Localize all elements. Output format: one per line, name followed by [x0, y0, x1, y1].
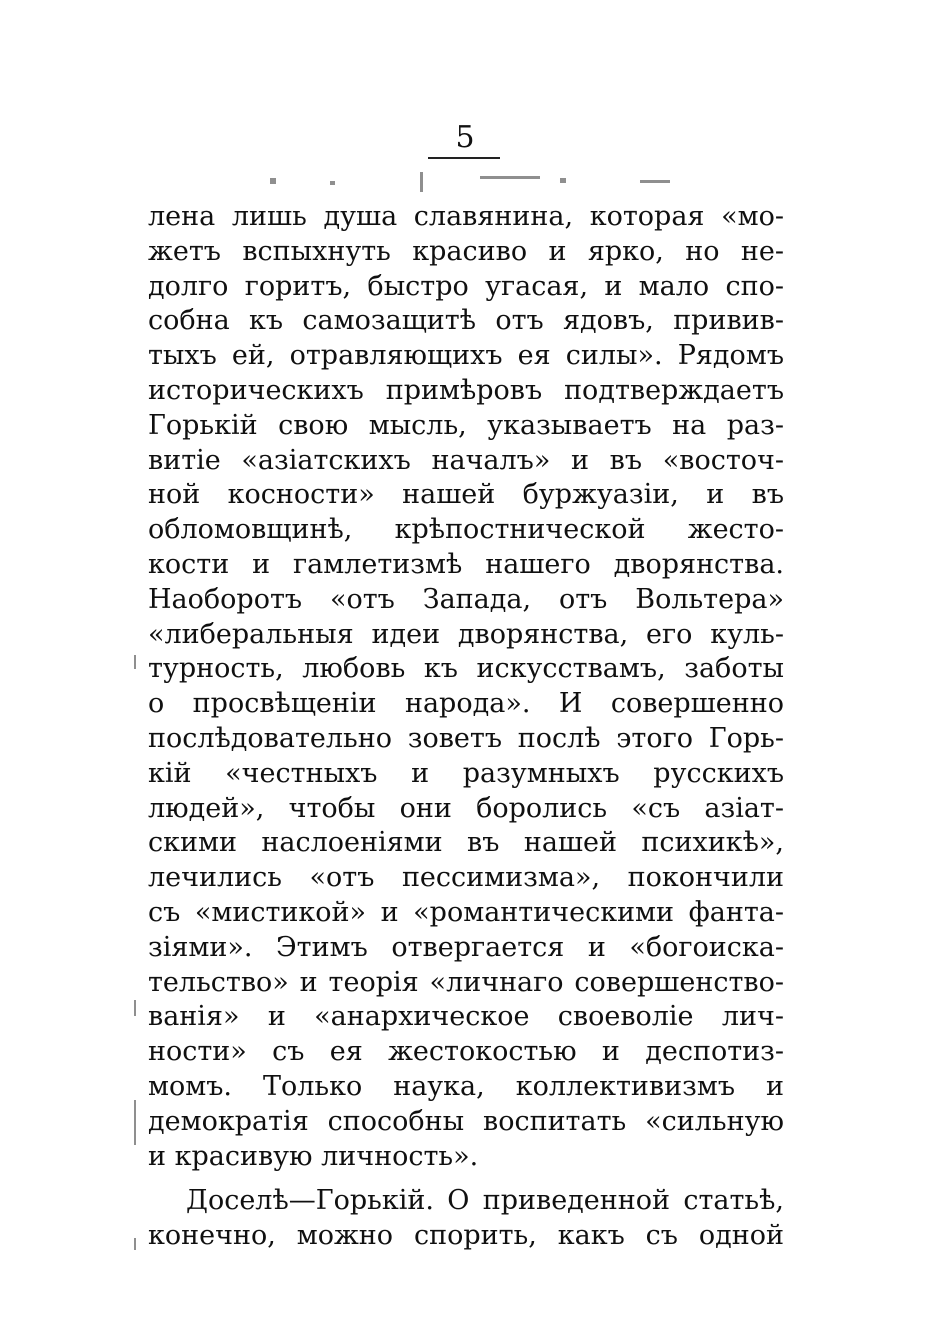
text-line: послѣдовательно зоветъ послѣ этого Горь- [148, 722, 784, 754]
text-line: лечились «отъ пессимизма», покончили [148, 862, 784, 894]
text-line: турность, любовь къ искусствамъ, заботы [148, 653, 784, 685]
text-line: Наоборотъ «отъ Запада, отъ Вольтера» [148, 583, 784, 615]
text-line: кости и гамлетизмѣ нашего дворянства. [148, 548, 784, 580]
text-line: ванія» и «анархическое своеволіе лич- [148, 1001, 784, 1033]
text-line: Доселѣ—Горькій. О приведенной статьѣ, [186, 1185, 784, 1217]
text-line: кій «честныхъ и разумныхъ русскихъ [148, 757, 784, 789]
text-line: съ «мистикой» и «романтическими фанта- [148, 896, 784, 928]
scan-noise [420, 172, 423, 192]
text-line: «либеральныя идеи дворянства, его куль- [148, 618, 784, 650]
scan-noise [640, 180, 670, 183]
text-line: собна къ самозащитѣ отъ ядовъ, привив- [148, 305, 784, 337]
text-line: тельство» и теорія «личнаго совершенство- [148, 966, 784, 998]
scan-noise [134, 1100, 136, 1145]
text-line: людей», чтобы они боролись «съ азіат- [148, 792, 784, 824]
main-text [148, 200, 784, 1254]
text-line: тыхъ ей, отравляющихъ ея силы». Рядомъ [148, 340, 784, 372]
scan-noise [330, 181, 335, 185]
page-number-rule [428, 157, 500, 159]
scan-noise [480, 176, 540, 179]
scan-noise [270, 178, 276, 184]
scan-noise [134, 655, 136, 669]
scan-noise [134, 1238, 136, 1250]
page-number: 5 [455, 120, 475, 155]
text-line: зіями». Этимъ отвергается и «богоиска- [148, 931, 784, 963]
text-line: момъ. Только наука, коллективизмъ и [148, 1070, 784, 1102]
text-line: Горькій свою мысль, указываетъ на раз- [148, 409, 784, 441]
scan-noise [134, 1000, 136, 1016]
text-line: демократія способны воспитать «сильную [148, 1105, 784, 1137]
text-line: и красивую личность». [148, 1140, 479, 1172]
text-line: обломовщинѣ, крѣпостнической жесто- [148, 514, 784, 546]
text-line: жетъ вспыхнуть красиво и ярко, но не- [148, 235, 784, 267]
text-line: долго горитъ, быстро угасая, и мало спо- [148, 270, 784, 302]
text-line: лена лишь душа славянина, которая «мо- [148, 201, 784, 232]
text-line: конечно, можно спорить, какъ съ одной [148, 1220, 784, 1252]
text-line: ности» съ ея жестокостью и деспотиз- [148, 1036, 784, 1068]
text-line: скими наслоеніями въ нашей психикѣ», [148, 827, 784, 859]
text-line: историческихъ примѣровъ подтверждаетъ [148, 374, 784, 406]
text-line: о просвѣщеніи народа». И совершенно [148, 688, 784, 720]
text-line: витіе «азіатскихъ началъ» и въ «восточ- [148, 444, 784, 476]
text-line: ной косности» нашей буржуазіи, и въ [148, 479, 784, 511]
scan-noise [560, 178, 566, 183]
